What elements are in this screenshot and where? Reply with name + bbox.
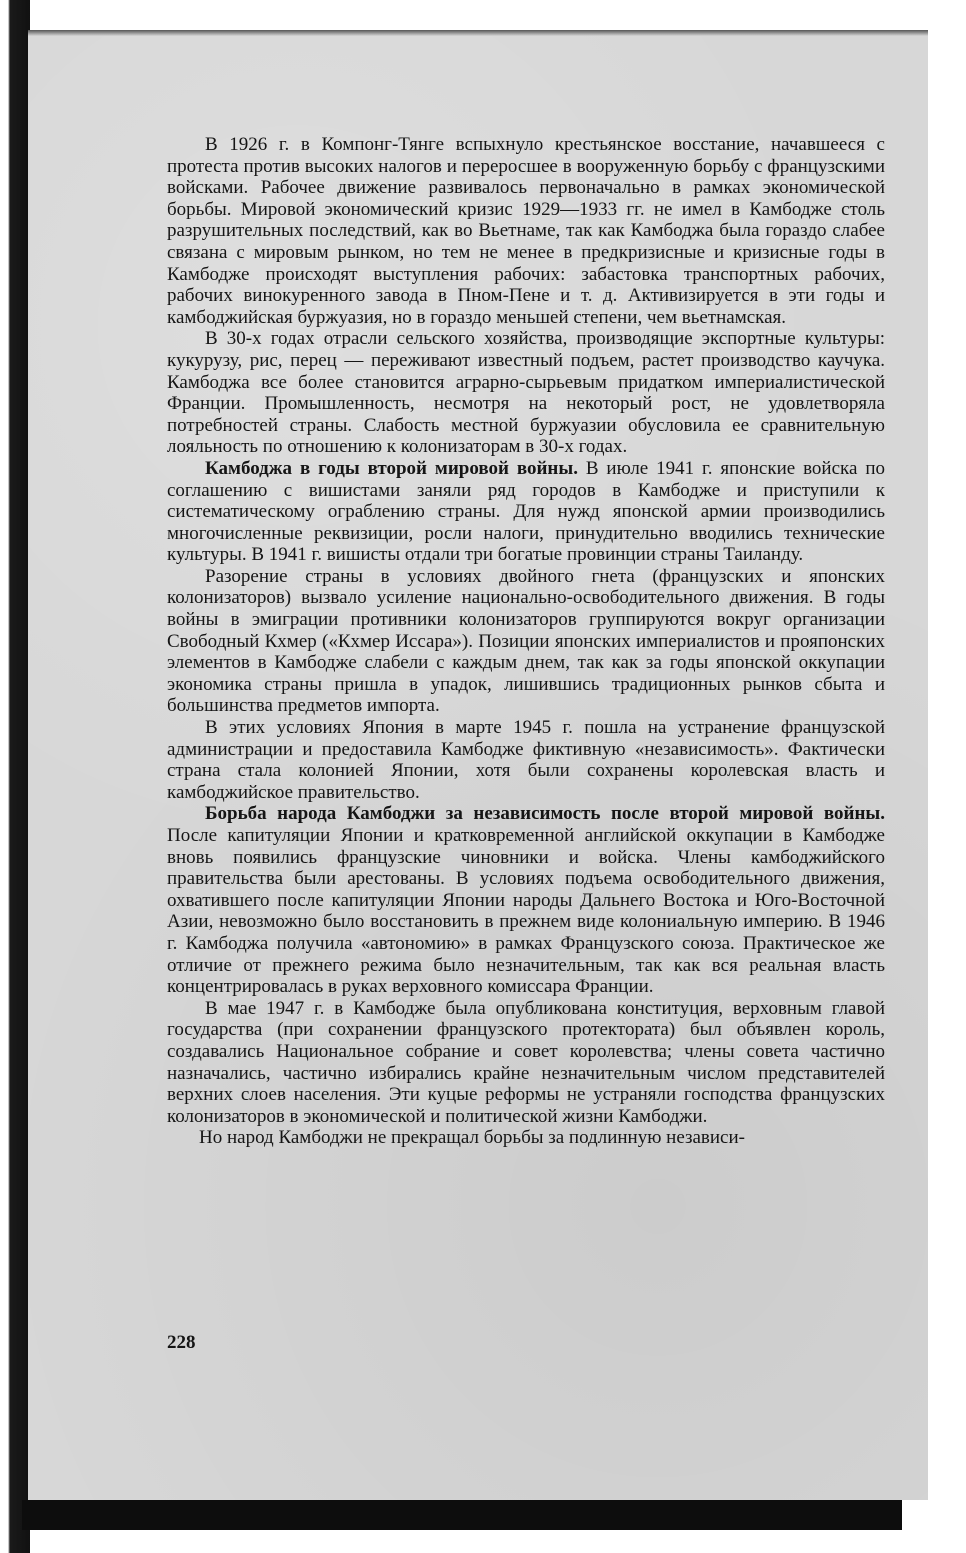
- paragraph-5: [167, 717, 885, 803]
- paragraph-2: [167, 328, 885, 458]
- paragraph-7-text: В мае 1947 г. в Камбодже была опубликована конституция, верховным главой государства (при сохранении французского протектората) был объявлен король, создавались Национальное собрание и совет королевства; члены совета частично назначались, частично избирались крайне незначительным числом представителей верхних слоев населения. Эти куцые реформы не устраняли господства французских колонизаторов в экономической и политической жизни Камбоджи.: [167, 997, 885, 1127]
- paragraph-2-text: В 30-х годах отрасли сельского хозяйства, производящие экспортные культуры: кукурузу, рис, перец — переживают известный подъем, растет производство каучука. Камбоджа все более становится аграрно-сырьевым придатком империалистической Франции. Промышленность, несмотря на некоторый рост, не удовлетворяла потребностей страны. Слабость местной буржуазии обусловила ее сравнительную лояльность по отношению к колонизаторам в 30-х годах.: [167, 328, 885, 458]
- paragraph-6-text: После капитуляции Японии и кратковременной английской оккупации в Камбодже вновь появились французские чиновники и войска. Члены камбоджийского правительства были арестованы. В условиях подъема освободительного движения, охватившего после капитуляции Японии народы Дальнего Востока и Юго-Восточной Азии, невозможно было восстановить в прежнем виде колониальную империю. В 1946 г. Камбоджа получила «автономию» в рамках Французского союза. Практическое же отличие от прежнего режима было незначительным, так как вся реальная власть концентрировалась в руках верховного комиссара Франции.: [167, 825, 885, 998]
- bottom-scan-shadow: [22, 1500, 902, 1530]
- paragraph-6: [167, 803, 885, 997]
- binding-shadow: [0, 0, 30, 1553]
- paragraph-8: [167, 1127, 885, 1149]
- section-heading-wartime: Камбоджа в годы второй мировой войны.: [205, 457, 578, 479]
- paragraph-1-text: В 1926 г. в Компонг-Тянге вспыхнуло крестьянское восстание, начавшееся с протеста против высоких налогов и переросшее в вооруженную борьбу с французскими войсками. Рабочее движение развивалось первоначально в рамках экономической борьбы. Мировой экономический кризис 1929—1933 гг. не имел в Камбодже столь разрушительных последствий, как во Вьетнаме, так как Камбоджа была гораздо слабее связана с мировым рынком, но тем не менее в предкризисные и кризисные годы в Камбодже происходят выступления рабочих: забастовка транспортных рабочих, рабочих винокуренного завода в Пном-Пене и т. д. Активизируется в эти годы и камбоджийская буржуазия, но в гораздо меньшей степени, чем вьетнамская.: [167, 134, 885, 328]
- paragraph-4: [167, 566, 885, 717]
- paragraph-8-text: Но народ Камбоджи не прекращал борьбы за подлинную независи-: [199, 1127, 745, 1149]
- section-heading-postwar-struggle: Борьба народа Камбоджи за независимость после второй мировой войны.: [205, 803, 885, 825]
- page-top-shadow: [28, 30, 928, 36]
- paragraph-7: [167, 998, 885, 1128]
- paragraph-3: [167, 458, 885, 566]
- page-number: 228: [167, 1332, 196, 1353]
- paragraph-4-text: Разорение страны в условиях двойного гнета (французских и японских колонизаторов) вызвало усиление национально-освободительного движения. В годы войны в эмиграции противники колонизаторов группируются вокруг организации Свободный Кхмер («Кхмер Иссара»). Позиции японских империалистов и прояпонских элементов в Камбодже слабели с каждым днем, так как за годы японской оккупации экономика страны пришла в упадок, лишившись традиционных рынков сбыта и большинства предметов импорта.: [167, 565, 885, 717]
- paragraph-5-text: В этих условиях Япония в марте 1945 г. пошла на устранение французской администрации и предоставила Камбодже фиктивную «независимость». Фактически страна стала колонией Японии, хотя были сохранены королевская власть и камбоджийское правительство.: [167, 717, 885, 803]
- body-text: [167, 134, 885, 1149]
- paragraph-1: [167, 134, 885, 328]
- paragraph-3-text: В июле 1941 г. японские войска по соглашению с вишистами заняли ряд городов в Камбодже и приступили к систематическому ограблению страны. Для нужд японской армии производились многочисленные реквизиции, росли налоги, принудительно вводились технические культуры. В 1941 г. вишисты отдали три богатые провинции страны Таиланду.: [167, 457, 885, 566]
